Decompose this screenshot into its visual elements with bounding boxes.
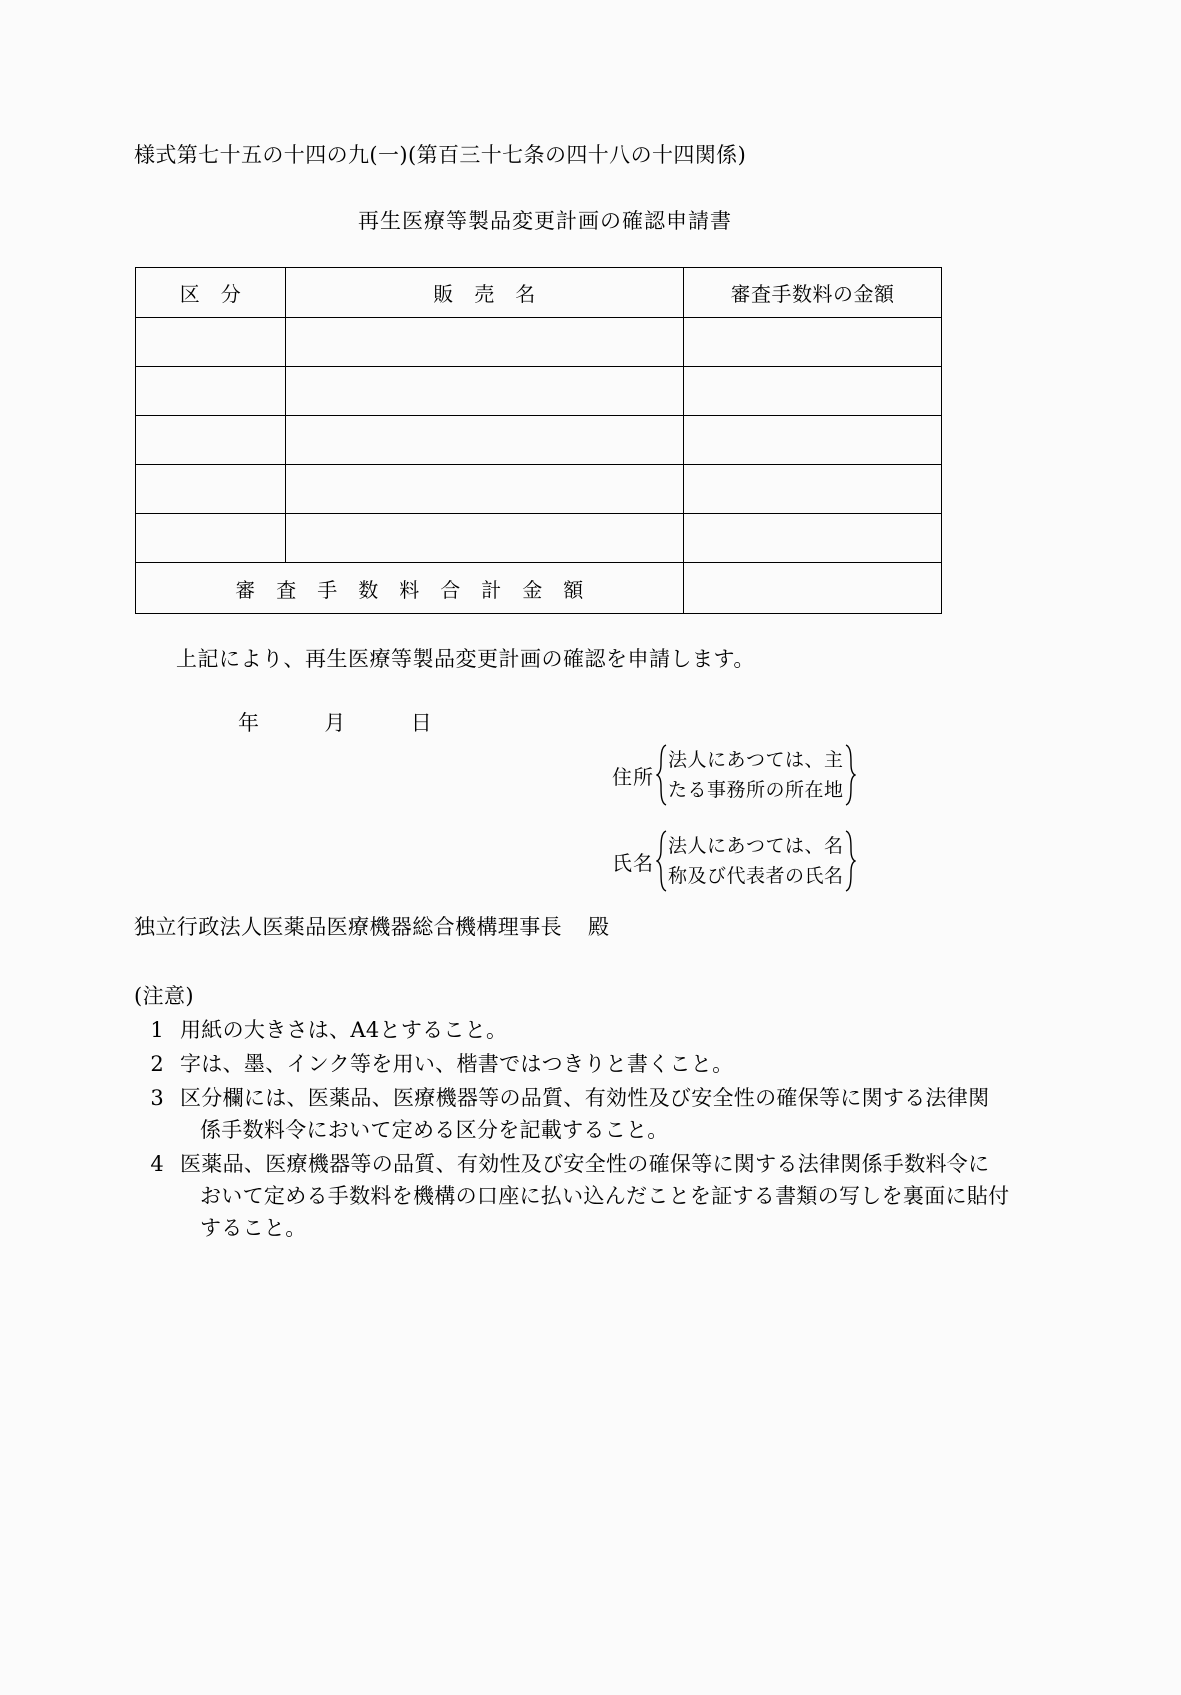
total-label: 審 査 手 数 料 合 計 金 額: [136, 563, 684, 614]
addressee-line: [134, 911, 609, 941]
note-text-continuation: 係手数料令において定める区分を記載すること。: [200, 1118, 669, 1142]
date-day-label[interactable]: 日: [410, 711, 432, 735]
note-text-wrap: [180, 1082, 1014, 1146]
page-title: 再生医療等製品変更計画の確認申請書: [358, 209, 732, 233]
right-brace-icon: [844, 830, 856, 892]
table-header-row: [136, 268, 942, 318]
column-header-kubun: 区 分: [136, 268, 286, 318]
note-number: 3: [150, 1086, 164, 1110]
note-item: [134, 1082, 1014, 1146]
cell-hanbaimei[interactable]: [286, 416, 684, 465]
left-brace-icon: [656, 744, 668, 806]
notes-section: [134, 980, 1014, 1244]
address-note: [668, 745, 844, 805]
application-statement: 上記により、再生医療等製品変更計画の確認を申請します。: [176, 647, 755, 671]
address-field: [612, 744, 856, 806]
cell-fee[interactable]: [684, 514, 942, 563]
date-line: [238, 707, 432, 737]
cell-hanbaimei[interactable]: [286, 318, 684, 367]
form-number: 様式第七十五の十四の九(一)(第百三十七条の四十八の十四関係): [134, 143, 747, 167]
note-text-continuation: [180, 1180, 1014, 1244]
note-number: 4: [150, 1152, 164, 1176]
addressee-organization: 独立行政法人医薬品医療機器総合機構理事長: [134, 915, 562, 939]
cell-hanbaimei[interactable]: [286, 465, 684, 514]
note-item: [134, 1014, 1014, 1046]
date-year-label[interactable]: 年: [238, 711, 259, 735]
name-note: [668, 831, 844, 891]
name-label: 氏名: [612, 850, 654, 875]
note-text-wrap: [180, 1148, 1014, 1244]
note-text-continuation-line: すること。: [200, 1216, 307, 1240]
name-field: [612, 830, 856, 892]
note-item: [134, 1048, 1014, 1080]
table-total-row: [136, 563, 942, 614]
fee-table: [135, 267, 942, 614]
name-note-line-2: 称及び代表者の氏名: [668, 865, 844, 887]
note-text-continuation-line: おいて定める手数料を機構の口座に払い込んだことを証する書類の写しを裏面に貼付: [200, 1184, 1010, 1208]
cell-kubun[interactable]: [136, 465, 286, 514]
cell-fee[interactable]: [684, 416, 942, 465]
address-note-line-1: 法人にあつては、主: [668, 749, 844, 771]
cell-fee[interactable]: [684, 367, 942, 416]
address-note-line-2: たる事務所の所在地: [668, 779, 844, 801]
left-brace-icon: [656, 830, 668, 892]
cell-kubun[interactable]: [136, 318, 286, 367]
cell-hanbaimei[interactable]: [286, 367, 684, 416]
cell-fee[interactable]: [684, 465, 942, 514]
note-text: 用紙の大きさは、A4とすること。: [180, 1018, 508, 1042]
cell-kubun[interactable]: [136, 367, 286, 416]
cell-kubun[interactable]: [136, 416, 286, 465]
name-note-line-1: 法人にあつては、名: [668, 835, 844, 857]
addressee-honorific: 殿: [588, 915, 610, 939]
table-row: [136, 416, 942, 465]
note-text: 医薬品、医療機器等の品質、有効性及び安全性の確保等に関する法律関係手数料令に: [180, 1152, 990, 1176]
table-row: [136, 514, 942, 563]
note-number: 2: [150, 1052, 164, 1076]
notes-heading: (注意): [134, 984, 194, 1008]
note-item: [134, 1148, 1014, 1244]
table-row: [136, 465, 942, 514]
cell-fee[interactable]: [684, 318, 942, 367]
address-label: 住所: [612, 764, 654, 789]
table-row: [136, 318, 942, 367]
column-header-fee: 審査手数料の金額: [684, 268, 942, 318]
cell-hanbaimei[interactable]: [286, 514, 684, 563]
cell-kubun[interactable]: [136, 514, 286, 563]
table-row: [136, 367, 942, 416]
note-text: 字は、墨、インク等を用い、楷書ではつきりと書くこと。: [180, 1052, 734, 1076]
total-value[interactable]: [684, 563, 942, 614]
note-number: 1: [150, 1018, 164, 1042]
right-brace-icon: [844, 744, 856, 806]
column-header-hanbaimei: 販 売 名: [286, 268, 684, 318]
date-month-label[interactable]: 月: [324, 711, 346, 735]
note-text: 区分欄には、医薬品、医療機器等の品質、有効性及び安全性の確保等に関する法律関: [180, 1086, 990, 1110]
